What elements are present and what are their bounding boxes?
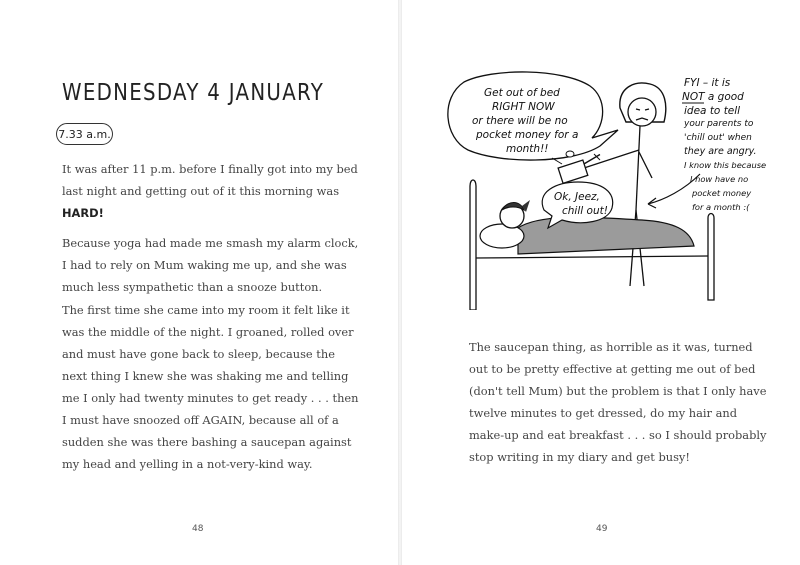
mum-speech-line-2: RIGHT NOW	[492, 101, 555, 113]
illustration	[422, 60, 782, 310]
diary-date-heading: WEDNESDAY 4 JANUARY	[62, 80, 325, 106]
side-note-line-3: idea to tell	[684, 105, 741, 117]
mum-speech-line-1: Get out of bed	[484, 87, 560, 99]
side-note-line-2	[682, 91, 744, 103]
side-note-line-5: 'chill out' when	[684, 133, 752, 143]
side-note-line-10: for a month :(	[692, 202, 750, 212]
paragraph-4: The saucepan thing, as horrible as it was, turned out to be pretty effective at getting me out of bed (don't tell Mum) but the problem is that I only have twelve minutes to get dressed, do my hair and make-up and eat breakfast . . . so I should probably stop writing in my diary and get busy!	[469, 340, 767, 464]
side-note	[682, 77, 766, 212]
page-number-right: 49	[596, 524, 608, 534]
side-note-line-6: they are angry.	[684, 146, 757, 157]
side-note-line-8: I now have no	[690, 174, 749, 184]
mum-speech-line-5: month!!	[506, 143, 549, 155]
mum-speech-line-3: or there will be no	[472, 115, 568, 127]
bed-blanket	[518, 217, 694, 254]
time-badge: 7.33 a.m.	[56, 123, 113, 145]
paragraph-3: The first time she came into my room it felt like it was the middle of the night. I groaned, rolled over and must have gone back to sleep, because the next thing I knew she was shaking me and telling me I only had twenty minutes to get ready . . . then I must have snoozed off AGAIN, because all of a sudden she was there bashing a saucepan against my head and yelling in a not-very-kind way.	[62, 303, 359, 471]
pillow	[480, 224, 524, 248]
girl-speech-line-2: chill out!	[562, 205, 608, 217]
mum-body	[636, 126, 640, 210]
paragraph-1-text: It was after 11 p.m. before I finally got into my bed last night and getting out of it this morning was	[62, 162, 358, 198]
paragraph-1-bold: HARD!	[62, 206, 104, 220]
paragraph-2: Because yoga had made me smash my alarm clock, I had to rely on Mum waking me up, and she was much less sympathetic than a snooze button.	[62, 236, 359, 294]
side-note-line-2-rest: a good	[704, 91, 744, 103]
saucepan	[558, 155, 605, 184]
side-note-not: NOT	[682, 91, 705, 103]
side-note-line-1: FYI – it is	[684, 77, 731, 89]
side-note-line-7: I know this because	[684, 160, 767, 170]
bed-headboard	[470, 180, 476, 310]
right-page	[400, 0, 800, 565]
mum-face	[628, 98, 656, 126]
bed-footboard	[708, 214, 714, 301]
girl-speech-line-1: Ok, Jeez,	[554, 191, 600, 203]
side-note-line-9: pocket money	[692, 188, 752, 198]
mum-speech-line-4: pocket money for a	[476, 129, 579, 141]
side-note-line-4: your parents to	[684, 119, 754, 129]
page-number-left: 48	[192, 524, 204, 534]
paragraph-1	[62, 158, 362, 224]
